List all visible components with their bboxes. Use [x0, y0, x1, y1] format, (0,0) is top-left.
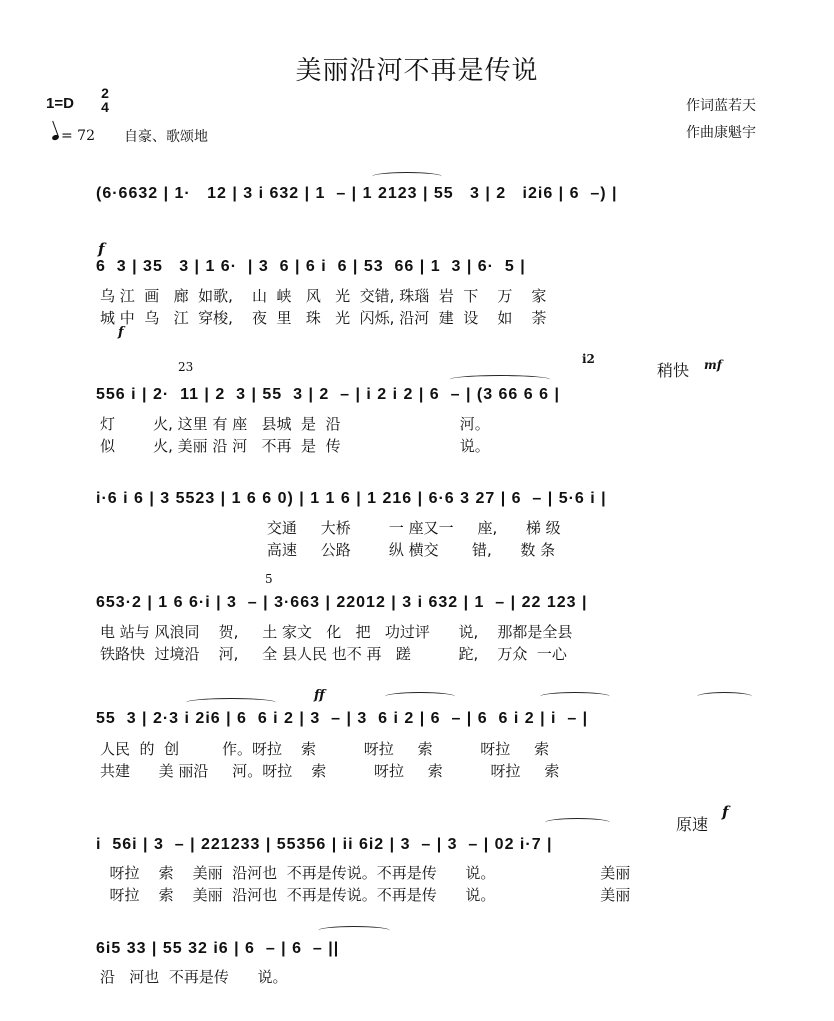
score-line-7-lyrics-verse-1: 呀拉 索 美丽 沿河也 不再是传说。不再是传 说。 美丽: [100, 864, 631, 882]
time-signature-top: 2: [101, 85, 109, 101]
score-line-6-notes: 55 3 | 2·3 i 2i6 | 6 6 i 2 | 3 – | 3 6 i 2 | 6 – | 6 6 i 2 | i – |: [96, 710, 589, 727]
tempo-value: = 72: [61, 128, 95, 144]
tempo-change-marking: 稍快: [657, 361, 690, 380]
time-signature-bottom: 4: [101, 99, 109, 115]
tempo-change-marking: 原速: [676, 815, 709, 834]
song-title: 美丽沿河不再是传说: [295, 56, 539, 86]
key-signature: 1=D: [46, 95, 74, 112]
tie-slur: [450, 375, 550, 384]
dynamic-forte: f: [118, 325, 124, 340]
score-line-3-notes: 556 i | 2· 11 | 2 3 | 55 3 | 2 – | i 2 i 2 | 6 – | (3 66 6 6 |: [96, 386, 560, 403]
dynamic-forte: f: [98, 240, 105, 258]
dynamic-fortissimo: ff: [314, 688, 325, 703]
score-line-4-lyrics-verse-2: 高速 公路 纵 横交 错, 数 条: [100, 541, 556, 559]
score-line-2-lyrics-verse-1: 乌 江 画 廊 如歌, 山 峡 风 光 交错, 珠瑙 岩 下 万 家: [100, 287, 547, 305]
score-line-4-notes: i·6 i 6 | 3 5523 | 1 6 6 0) | 1 1 6 | 1 216 | 6·6 3 27 | 6 – | 5·6 i |: [96, 490, 607, 507]
score-line-2-notes: 6 3 | 35 3 | 1 6· | 3 6 | 6 i 6 | 53 66 | 1 3 | 6· 5 |: [96, 258, 526, 275]
dynamic-mezzo-forte: mf: [704, 358, 722, 372]
score-line-3-lyrics-verse-1: 灯 火, 这里 有 座 县城 是 沿 河。: [100, 415, 490, 433]
tie-slur: [318, 926, 390, 935]
lyricist-credit: 作词蓝若天: [686, 98, 756, 114]
tie-slur: [372, 172, 442, 181]
score-line-3-lyrics-verse-2: 似 火, 美丽 沿 河 不再 是 传 说。: [100, 437, 490, 455]
score-line-5-lyrics-verse-2: 铁路快 过境沿 河, 全 县人民 也不 再 蹉 跎, 万众 一心: [100, 645, 567, 663]
time-signature: [98, 86, 112, 114]
score-line-8-lyrics-verse-1: 沿 河也 不再是传 说。: [100, 968, 288, 986]
score-line-8-notes: 6i5 33 | 55 32 i6 | 6 – | 6 – ||: [96, 940, 340, 957]
quarter-note-icon: [51, 134, 59, 141]
score-line-7-notes: i 56i | 3 – | 221233 | 55356 | ii 6i2 | 3 – | 3 – | 02 i·7 |: [96, 836, 553, 853]
score-line-6-lyrics-verse-1: 人民 的 创 作。呀拉 索 呀拉 索 呀拉 索: [100, 740, 550, 758]
score-line-4-lyrics-verse-1: 交通 大桥 一 座又一 座, 梯 级: [100, 519, 561, 537]
tie-slur: [540, 692, 610, 701]
grace-note-marking: 5: [265, 572, 273, 586]
expression-marking: 自豪、歌颂地: [124, 129, 208, 145]
score-line-7-lyrics-verse-2: 呀拉 索 美丽 沿河也 不再是传说。不再是传 说。 美丽: [100, 886, 631, 904]
tie-slur: [385, 692, 455, 701]
tie-slur: [186, 698, 276, 707]
tie-slur: [545, 818, 610, 827]
dynamic-forte: f: [722, 803, 729, 821]
tempo-marking: [52, 128, 95, 144]
grace-note-marking: i2: [582, 352, 595, 366]
score-line-6-lyrics-verse-2: 共建 美 丽沿 河。呀拉 索 呀拉 索 呀拉 索: [100, 762, 560, 780]
score-line-5-lyrics-verse-1: 电 站与 风浪同 贺, 土 家文 化 把 功过评 说, 那都是全县: [100, 623, 573, 641]
grace-note-marking: 23: [178, 360, 194, 374]
score-line-1-notes: (6·6632 | 1· 12 | 3 i 632 | 1 – | 1 2123 | 55 3 | 2 i2i6 | 6 –) |: [96, 185, 618, 202]
composer-credit: 作曲康魁宇: [686, 125, 756, 141]
score-line-5-notes: 653·2 | 1 6 6·i | 3 – | 3·663 | 22012 | 3 i 632 | 1 – | 22 123 |: [96, 594, 588, 611]
tie-slur: [697, 692, 752, 701]
score-line-2-lyrics-verse-2: 城 中 乌 江 穿梭, 夜 里 珠 光 闪烁, 沿河 建 设 如 荼: [100, 309, 547, 327]
